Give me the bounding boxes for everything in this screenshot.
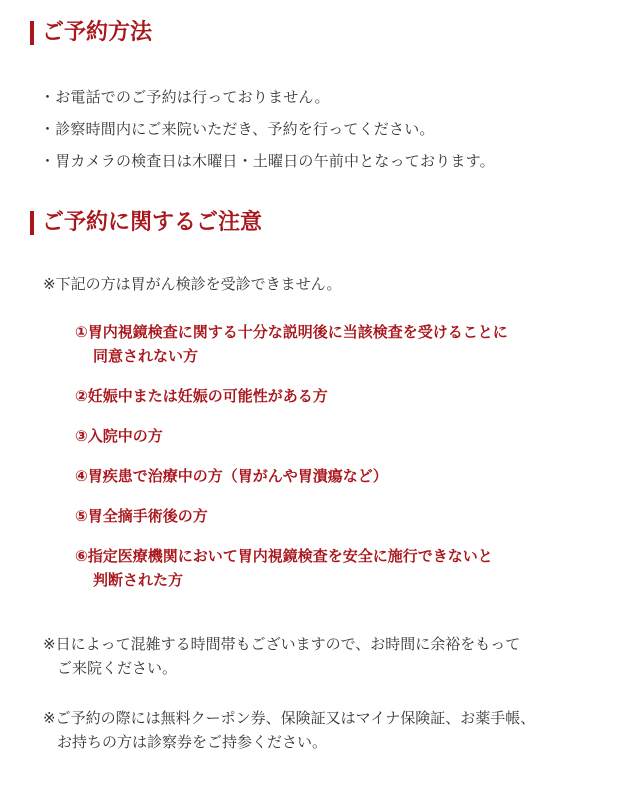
list-item: ・診察時間内にご来院いただき、予約を行ってください。 — [40, 120, 435, 138]
heading-accent-bar — [30, 21, 34, 45]
note-line: ※ご予約の際には無料クーポン券、保険証又はマイナ保険証、お薬手帳、 — [43, 709, 536, 727]
criterion-line: ④胃疾患で治療中の方（胃がんや胃潰瘍など） — [75, 467, 388, 485]
exclusion-criterion-5 — [75, 504, 208, 528]
criterion-line: ①胃内視鏡検査に関する十分な説明後に当該検査を受けることに — [75, 323, 508, 341]
exclusion-criterion-1 — [75, 320, 508, 368]
criterion-line: 同意されない方 — [93, 347, 199, 365]
criterion-line: ⑤胃全摘手術後の方 — [75, 507, 208, 525]
note-line: ご来院ください。 — [57, 659, 178, 677]
criterion-line: ⑥指定医療機関において胃内視鏡検査を安全に施行できないと — [75, 547, 493, 565]
criterion-line: ②妊娠中または妊娠の可能性がある方 — [75, 387, 328, 405]
section-heading-reservation-method — [30, 18, 152, 48]
note-items-to-bring — [43, 706, 535, 754]
list-item: ・お電話でのご予約は行っておりません。 — [40, 88, 330, 106]
reservation-method-list — [40, 81, 495, 177]
note-line: ※日によって混雑する時間帯もございますので、お時間に余裕をもって — [43, 635, 521, 653]
list-item: ・胃カメラの検査日は木曜日・土曜日の午前中となっております。 — [40, 152, 495, 170]
exclusion-criterion-6 — [75, 544, 493, 592]
exclusion-criterion-4 — [75, 464, 388, 488]
heading-text: ご予約に関するご注意 — [42, 210, 263, 235]
exclusion-criterion-3 — [75, 424, 163, 448]
criterion-line: ③入院中の方 — [75, 427, 163, 445]
section-heading-reservation-notes — [30, 208, 262, 238]
exclusion-criterion-2 — [75, 384, 328, 408]
exclusion-intro: ※下記の方は胃がん検診を受診できません。 — [43, 275, 342, 293]
criterion-line: 判断された方 — [93, 571, 184, 589]
note-crowding — [43, 632, 520, 680]
heading-text: ご予約方法 — [42, 20, 153, 45]
note-line: お持ちの方は診察券をご持参ください。 — [57, 733, 328, 751]
heading-accent-bar — [30, 211, 34, 235]
